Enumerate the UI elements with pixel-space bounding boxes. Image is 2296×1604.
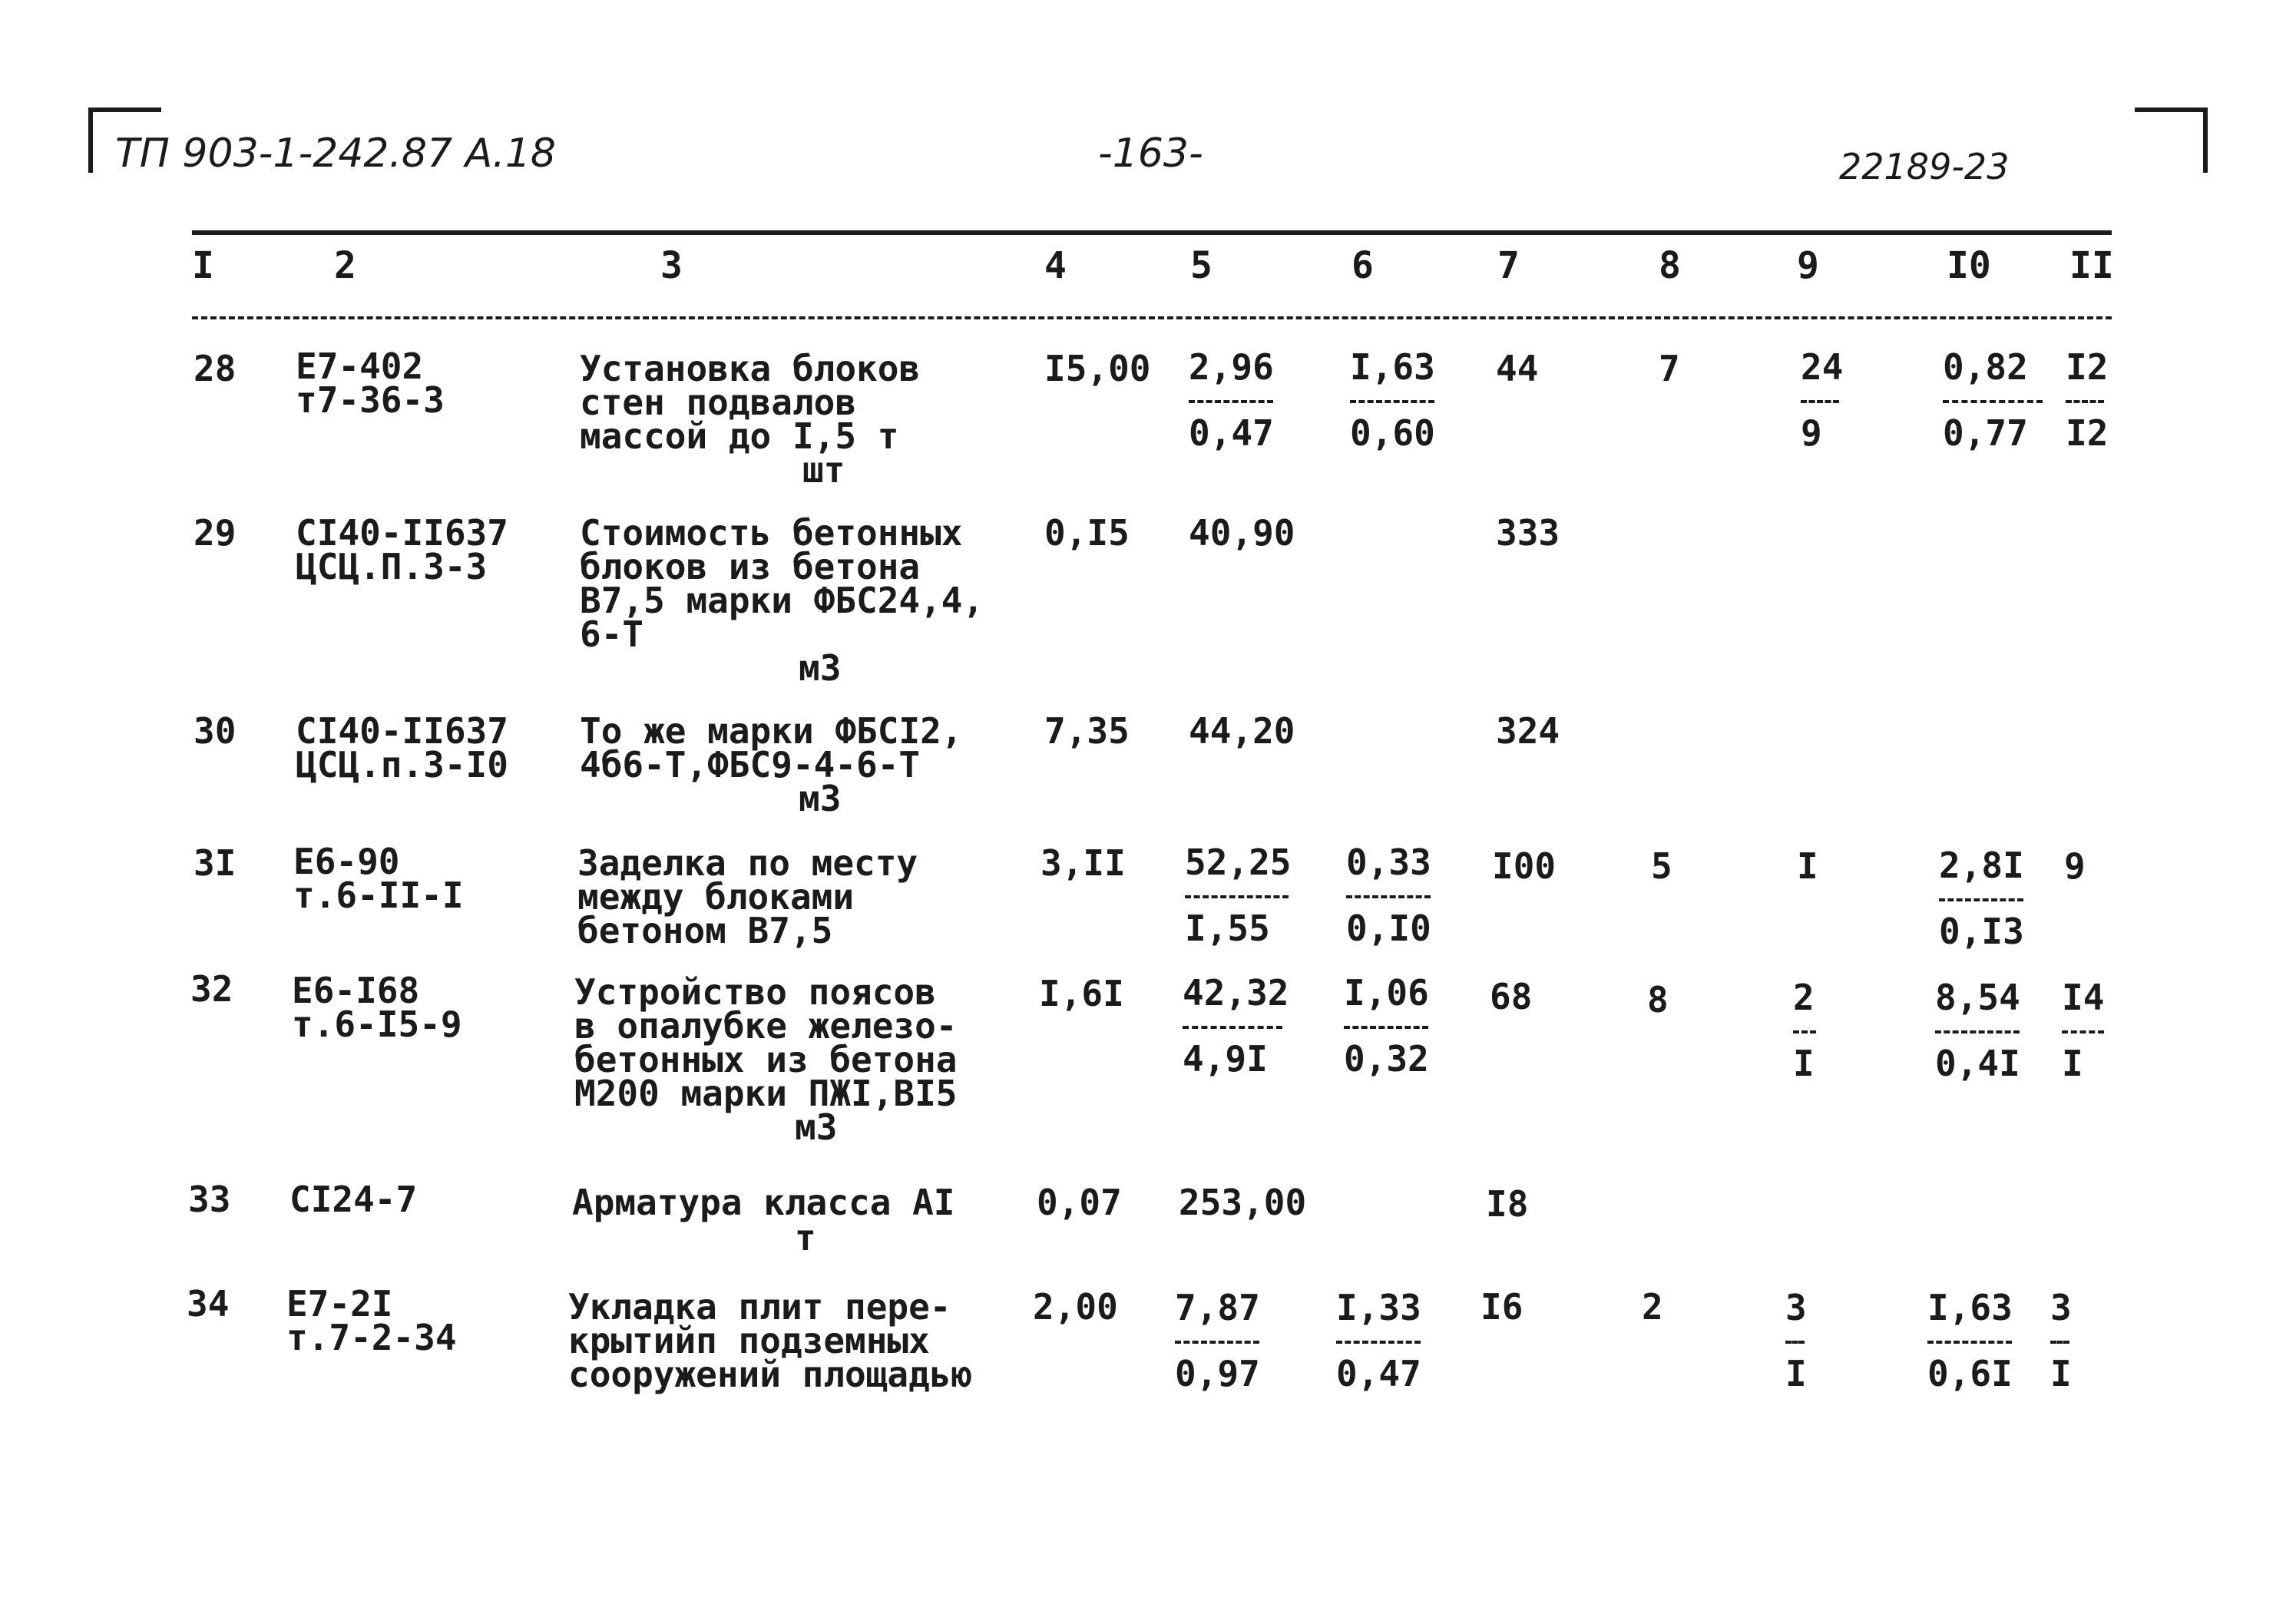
- column-header-11: II: [2069, 244, 2114, 287]
- quantity: I,6I: [1039, 973, 1124, 1014]
- fraction-col9: [1785, 1287, 1831, 1394]
- fraction-bar: [1935, 1030, 2020, 1034]
- work-description: Установка блоков: [580, 348, 921, 389]
- fraction-top: I,63: [1350, 346, 1435, 388]
- fraction-bottom: 0,6I: [1927, 1353, 2013, 1394]
- column-header-9: 9: [1797, 244, 1819, 287]
- fraction-bottom: 0,I0: [1346, 908, 1431, 949]
- quantity: 2,00: [1033, 1286, 1118, 1328]
- fraction-bar: [1336, 1341, 1421, 1344]
- fraction-col6: [1344, 972, 1444, 1080]
- fraction-col9: [1793, 977, 1839, 1084]
- work-description: в опалубке железо-: [574, 1005, 958, 1047]
- quantity: 3,II: [1040, 842, 1126, 884]
- fraction-bottom: I: [1793, 1043, 1815, 1084]
- cell-col7: 324: [1496, 710, 1560, 752]
- fraction-col5: [1183, 972, 1298, 1080]
- fraction-col6: [1336, 1287, 1436, 1394]
- quantity: 0,07: [1037, 1182, 1122, 1223]
- fraction-bar: [1189, 400, 1273, 403]
- cell-col7: 333: [1496, 512, 1560, 554]
- fraction-bottom: 0,47: [1336, 1353, 1421, 1394]
- fraction-top: 2,8I: [1939, 845, 2024, 886]
- work-description: В7,5 марки ФБС24,4,: [580, 580, 984, 621]
- table-header-rule: [192, 316, 2112, 319]
- corner-mark-left-horizontal: [88, 107, 161, 112]
- corner-mark-right-vertical: [2203, 107, 2208, 173]
- fraction-bottom: 4,9I: [1183, 1038, 1268, 1080]
- unit: шт: [802, 449, 845, 491]
- work-description: Укладка плит пере-: [568, 1286, 951, 1328]
- fraction-bar: [2062, 1030, 2104, 1034]
- fraction-bar: [1344, 1026, 1428, 1029]
- column-header-3: 3: [660, 244, 683, 287]
- column-header-8: 8: [1659, 244, 1681, 287]
- fraction-bar: [1350, 400, 1434, 403]
- fraction-bar: [2066, 400, 2104, 403]
- document-code: ТП 903-1-242.87 А.18: [115, 131, 557, 177]
- fraction-bottom: I: [2050, 1353, 2072, 1394]
- fraction-col11: [2066, 346, 2119, 454]
- norm-code: Е7-402: [296, 346, 424, 387]
- fraction-top: 52,25: [1185, 842, 1292, 883]
- norm-table-ref: т.6-I5-9: [292, 1004, 462, 1045]
- fraction-top: I,06: [1344, 972, 1429, 1014]
- cell-col8: 5: [1651, 845, 1672, 887]
- fraction-col10: [1935, 977, 2035, 1084]
- work-description: между блоками: [577, 876, 855, 918]
- work-description: бетонных из бетона: [574, 1039, 958, 1080]
- fraction-bottom: 0,77: [1943, 412, 2028, 454]
- work-description: блоков из бетона: [580, 546, 921, 587]
- work-description: Заделка по месту: [577, 842, 918, 884]
- fraction-bottom: 9: [1801, 412, 1822, 454]
- fraction-bar: [2050, 1341, 2069, 1344]
- norm-table-ref: т.6-II-I: [293, 875, 464, 916]
- fraction-col10: [1939, 845, 2039, 952]
- work-description: 6-Т: [580, 613, 644, 655]
- quantity: 7,35: [1044, 710, 1130, 752]
- fraction-bottom: 0,97: [1175, 1353, 1260, 1394]
- cell-col8: 7: [1659, 348, 1680, 389]
- cell-col7: 68: [1490, 976, 1533, 1017]
- fraction-bar: [1785, 1341, 1805, 1344]
- norm-table-ref: т.7-2-34: [286, 1317, 457, 1358]
- norm-code: Е6-90: [293, 841, 400, 882]
- norm-table-ref: т7-36-3: [296, 379, 445, 421]
- row-number: 29: [194, 512, 237, 554]
- fraction-top: 3: [2050, 1287, 2072, 1328]
- fraction-col5: [1189, 346, 1289, 454]
- row-number: 3I: [194, 842, 237, 884]
- row-number: 32: [190, 968, 233, 1010]
- norm-code: СI24-7: [289, 1179, 418, 1220]
- fraction-bottom: 0,32: [1344, 1038, 1429, 1080]
- work-description: бетоном В7,5: [577, 910, 833, 951]
- fraction-bar: [1801, 400, 1839, 403]
- cell-col7: I8: [1486, 1183, 1529, 1225]
- cell-col5: 40,90: [1189, 512, 1295, 554]
- row-number: 28: [194, 348, 237, 389]
- work-description: сооружений площадью: [568, 1354, 973, 1395]
- fraction-top: 2,96: [1189, 346, 1274, 388]
- column-header-4: 4: [1044, 244, 1067, 287]
- norm-code: Е7-2I: [286, 1283, 393, 1325]
- row-number: 30: [194, 710, 237, 752]
- fraction-top: I,63: [1927, 1287, 2013, 1328]
- fraction-col9: [1801, 346, 1862, 454]
- fraction-bar: [1175, 1341, 1259, 1344]
- row-number: 33: [188, 1179, 231, 1220]
- cell-col11: 9: [2064, 845, 2086, 887]
- fraction-bar: [1183, 1026, 1282, 1029]
- fraction-top: 0,82: [1943, 346, 2028, 388]
- page-number: -163-: [1098, 131, 1203, 177]
- fraction-top: 8,54: [1935, 977, 2020, 1018]
- norm-table-ref: ЦСЦ.П.3-3: [296, 546, 488, 587]
- fraction-bottom: I: [1785, 1353, 1807, 1394]
- fraction-bottom: 0,4I: [1935, 1043, 2020, 1084]
- norm-code: Е6-I68: [292, 970, 420, 1011]
- quantity: 0,I5: [1044, 512, 1130, 554]
- work-description: М200 марки ПЖI,ВI5: [574, 1073, 958, 1114]
- work-description: Стоимость бетонных: [580, 512, 963, 554]
- work-description: 4б6-Т,ФБС9-4-6-Т: [580, 744, 921, 785]
- fraction-col10: [1927, 1287, 2027, 1394]
- fraction-bottom: 0,47: [1189, 412, 1274, 454]
- fraction-bar: [1793, 1030, 1816, 1034]
- cell-col8: 2: [1642, 1286, 1663, 1328]
- cell-col5: 44,20: [1189, 710, 1295, 752]
- cell-col7: I00: [1492, 845, 1557, 887]
- unit: м3: [795, 1106, 838, 1148]
- fraction-col5: [1175, 1287, 1275, 1394]
- fraction-bottom: 0,60: [1350, 412, 1435, 454]
- fraction-col11: [2062, 977, 2116, 1084]
- fraction-col10: [1943, 346, 2043, 454]
- work-description: крытийп подземных: [568, 1320, 930, 1361]
- unit: м3: [799, 647, 842, 689]
- work-description: То же марки ФБСI2,: [580, 710, 963, 752]
- fraction-bar: [1346, 895, 1431, 898]
- column-header-2: 2: [334, 244, 356, 287]
- work-description: Арматура класса АI: [572, 1182, 955, 1223]
- column-header-5: 5: [1190, 244, 1213, 287]
- quantity: I5,00: [1044, 348, 1151, 389]
- column-header-6: 6: [1351, 244, 1374, 287]
- fraction-top: I4: [2062, 977, 2105, 1018]
- fraction-bottom: I,55: [1185, 908, 1270, 949]
- fraction-col11: [2050, 1287, 2096, 1394]
- unit: т: [795, 1217, 816, 1258]
- work-description: Устройство поясов: [574, 971, 936, 1013]
- unit: м3: [799, 778, 842, 819]
- cell-col8: 8: [1647, 979, 1669, 1020]
- norm-table-ref: ЦСЦ.п.3-I0: [296, 744, 508, 785]
- fraction-bottom: I: [2062, 1043, 2083, 1084]
- fraction-top: I2: [2066, 346, 2109, 388]
- fraction-bar: [1939, 898, 2023, 901]
- fraction-bottom: I2: [2066, 412, 2109, 454]
- row-number: 34: [187, 1283, 230, 1325]
- cell-col9: I: [1797, 845, 1818, 887]
- fraction-top: I,33: [1336, 1287, 1421, 1328]
- fraction-col6: [1346, 842, 1446, 949]
- fraction-top: 2: [1793, 977, 1815, 1018]
- work-description: массой до I,5 т: [580, 415, 899, 457]
- fraction-bar: [1185, 895, 1289, 898]
- fraction-top: 3: [1785, 1287, 1807, 1328]
- fraction-top: 7,87: [1175, 1287, 1260, 1328]
- norm-code: СI40-II637: [296, 512, 508, 554]
- sheet-code: 22189-23: [1839, 146, 2010, 187]
- corner-mark-left-vertical: [88, 107, 93, 173]
- cell-col7: 44: [1496, 348, 1539, 389]
- cell-col5: 253,00: [1179, 1182, 1307, 1223]
- fraction-bar: [1943, 400, 2043, 403]
- fraction-top: 0,33: [1346, 842, 1431, 883]
- table-top-rule: [192, 230, 2112, 235]
- fraction-top: 42,32: [1183, 972, 1289, 1014]
- column-header-1: I: [192, 244, 214, 287]
- fraction-bar: [1927, 1341, 2012, 1344]
- column-header-10: I0: [1947, 244, 1991, 287]
- corner-mark-right-horizontal: [2135, 107, 2208, 112]
- fraction-bottom: 0,I3: [1939, 911, 2024, 952]
- fraction-col6: [1350, 346, 1450, 454]
- cell-col7: I6: [1480, 1286, 1523, 1328]
- norm-code: СI40-II637: [296, 710, 508, 752]
- fraction-top: 24: [1801, 346, 1844, 388]
- fraction-col5: [1185, 842, 1300, 949]
- column-header-7: 7: [1497, 244, 1520, 287]
- work-description: стен подвалов: [580, 382, 857, 423]
